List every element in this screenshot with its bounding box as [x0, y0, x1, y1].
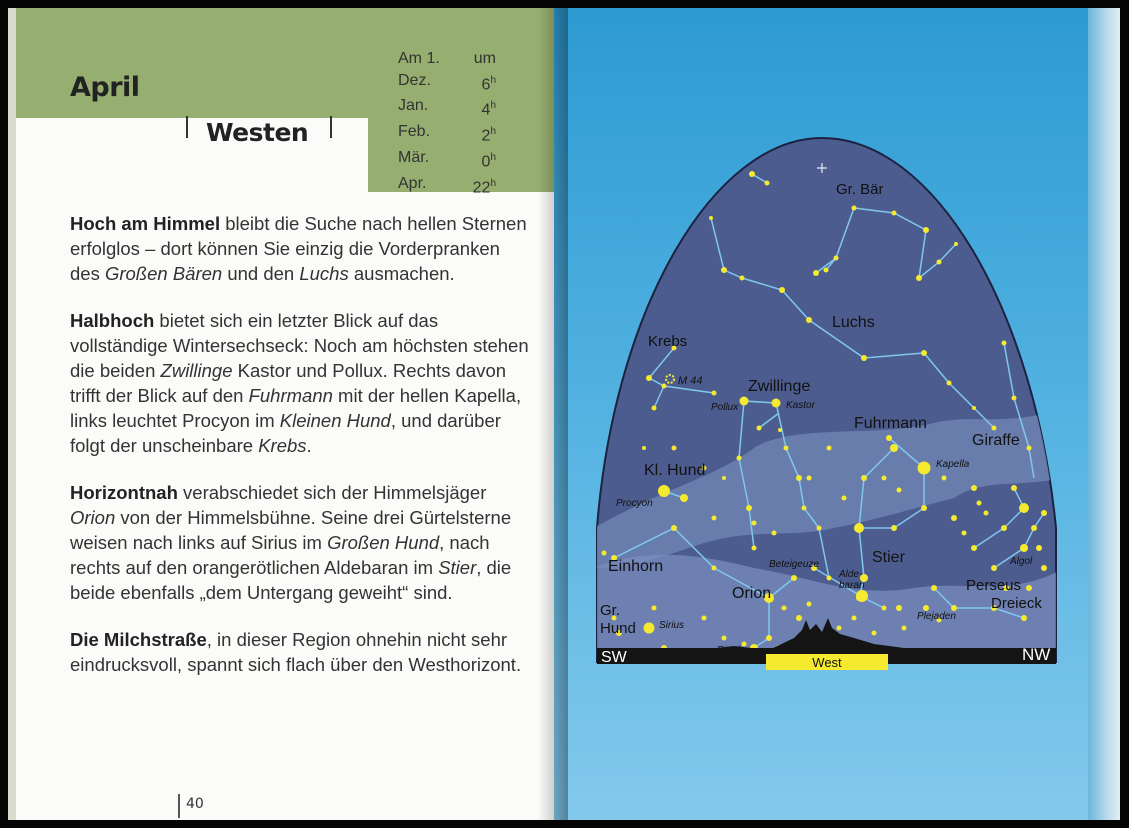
- label-fuhrmann: Fuhrmann: [854, 415, 927, 432]
- star: [882, 476, 887, 481]
- star: [652, 606, 657, 611]
- star: [854, 523, 864, 533]
- body-paragraph: Halbhoch bietet sich ein letzter Blick auf das vollständige Wintersechseck: Noch am höchsten stehen die beiden Zwillinge Kastor und Pollux. Rechts davon trifft der Blick auf den Fuhrmann mit der hellen Kapella, links leuchtet Procyon im Kleinen Hund, und darüber folgt der unscheinbare Krebs.: [70, 310, 529, 456]
- page-number: 40: [186, 796, 204, 812]
- star: [1041, 510, 1047, 516]
- star: [602, 551, 607, 556]
- time-table-hour: 6$^h$: [481, 74, 496, 93]
- time-table-hour: 4$^h$: [481, 100, 496, 119]
- star: [856, 590, 868, 602]
- time-table-month: Jan.: [398, 97, 429, 115]
- star: [827, 446, 832, 451]
- star: [746, 505, 752, 511]
- page-number-bar: [178, 794, 180, 818]
- star: [740, 276, 745, 281]
- label-stier: Stier: [872, 549, 905, 566]
- time-table-month: Dez.: [398, 71, 431, 89]
- star: [992, 426, 997, 431]
- star: [921, 505, 927, 511]
- star: [1026, 585, 1032, 591]
- star: [791, 575, 797, 581]
- star: [890, 444, 898, 452]
- time-table-row: [398, 121, 496, 147]
- star: [923, 227, 929, 233]
- star: [740, 397, 749, 406]
- star: [977, 501, 982, 506]
- body-paragraph: Hoch am Himmel bleibt die Suche nach hellen Sternen erfolglos – dort können Sie einzig die Vorderpranken des Großen Bären und den Luchs ausmachen.: [70, 213, 527, 284]
- star: [702, 616, 707, 621]
- direction-title: Westen: [206, 118, 309, 147]
- star: [892, 211, 897, 216]
- star: [752, 521, 757, 526]
- star: [722, 636, 727, 641]
- star: [837, 626, 842, 631]
- star: [942, 476, 947, 481]
- star: [772, 531, 777, 536]
- star: [807, 602, 812, 607]
- star: [872, 631, 877, 636]
- star: [834, 256, 839, 261]
- label-alde: Alde-: [839, 569, 863, 580]
- star: [796, 475, 802, 481]
- star: [916, 275, 922, 281]
- time-table-col2: um: [473, 50, 496, 67]
- label-giraffe: Giraffe: [972, 432, 1020, 449]
- star: [902, 626, 907, 631]
- star: [807, 476, 812, 481]
- star: [737, 456, 742, 461]
- star: [680, 494, 688, 502]
- star: [709, 216, 713, 220]
- time-table-hour: 2$^h$: [481, 126, 496, 145]
- star: [772, 399, 781, 408]
- star: [827, 576, 832, 581]
- star: [742, 642, 747, 647]
- label-zwillinge: Zwillinge: [748, 378, 811, 395]
- time-table-month: Apr.: [398, 174, 427, 192]
- star: [752, 546, 757, 551]
- time-table-hour: 0$^h$: [481, 151, 496, 171]
- star: [852, 616, 857, 621]
- star: [646, 375, 652, 381]
- star: [712, 391, 717, 396]
- star: [971, 545, 977, 551]
- book-gutter: [538, 8, 568, 820]
- star: [1041, 565, 1047, 571]
- label-algol: Algol: [1010, 556, 1033, 567]
- star: [882, 606, 887, 611]
- star: [918, 462, 931, 475]
- star: [671, 525, 677, 531]
- time-table-row: [398, 95, 496, 121]
- label-beteigeuze: Beteigeuze: [769, 559, 820, 570]
- label-sirius: Sirius: [659, 620, 685, 631]
- star: [779, 287, 785, 293]
- star: [712, 516, 717, 521]
- time-table-hour: 22$^h$: [472, 177, 496, 197]
- horizon-sw: SW: [601, 649, 627, 666]
- star: [1011, 485, 1017, 491]
- label-gr: Gr.: [600, 602, 621, 619]
- body-paragraph: Horizontnah verabschiedet sich der Himmelsjäger Orion von der Himmelsbühne. Seine drei Gürtelsterne weisen nach links auf Sirius im Großen Hund, nach rechts auf den orangerötlichen Aldebaran im Stier, die beide ebenfalls „dem Untergang geweiht“ sind.: [70, 482, 512, 603]
- header-white-block: [16, 118, 368, 192]
- star: [931, 585, 937, 591]
- label-m44: M 44: [678, 375, 703, 387]
- star: [802, 506, 807, 511]
- label-plejaden: Plejaden: [917, 611, 956, 622]
- time-table-month: Feb.: [398, 123, 431, 141]
- star: [1019, 503, 1029, 513]
- star: [1002, 341, 1007, 346]
- time-table-row: [398, 70, 496, 96]
- label-kastor: Kastor: [786, 400, 815, 411]
- label-luchs: Luchs: [832, 314, 875, 331]
- star: [842, 496, 847, 501]
- label-orion: Orion: [732, 585, 772, 602]
- star: [765, 181, 770, 186]
- star: [721, 267, 727, 273]
- star: [896, 605, 902, 611]
- star: [1012, 396, 1017, 401]
- star: [642, 446, 646, 450]
- month-title: April: [70, 72, 140, 103]
- star: [782, 606, 787, 611]
- time-table-col1: Am 1.: [398, 50, 440, 67]
- star: [971, 485, 977, 491]
- star: [784, 446, 789, 451]
- star: [937, 260, 942, 265]
- star: [824, 268, 829, 273]
- star: [722, 476, 726, 480]
- time-table-header: [398, 48, 496, 70]
- star: [991, 565, 997, 571]
- body-paragraph: Die Milchstraße, in dieser Region ohnehin nicht sehr eindrucksvoll, spannt sich flach über den Westhorizont.: [70, 629, 522, 675]
- label-baran: baran: [839, 580, 865, 591]
- label-dreieck: Dreieck: [991, 595, 1042, 612]
- label-perseus: Perseus: [966, 577, 1022, 594]
- star: [712, 566, 717, 571]
- star: [852, 206, 857, 211]
- label-kl-hund: Kl. Hund: [644, 462, 706, 479]
- star: [806, 317, 812, 323]
- star: [778, 428, 782, 432]
- star: [984, 511, 989, 516]
- sky-map: [554, 8, 1120, 820]
- book-spread: [8, 8, 1120, 820]
- label-einhorn: Einhorn: [608, 558, 664, 575]
- star: [817, 526, 822, 531]
- horizon-west: West: [812, 655, 842, 670]
- star: [662, 384, 667, 389]
- title-divider-left: [186, 116, 188, 138]
- star: [951, 515, 957, 521]
- right-page: [554, 8, 1120, 820]
- star: [891, 525, 897, 531]
- horizon-nw: NW: [1022, 645, 1051, 664]
- star: [1001, 525, 1007, 531]
- star: [1036, 545, 1042, 551]
- star: [1031, 525, 1037, 531]
- star: [861, 475, 867, 481]
- time-table-row: [398, 173, 496, 199]
- star: [886, 435, 892, 441]
- label-procyon: Procyon: [616, 498, 653, 509]
- star: [757, 426, 762, 431]
- star: [962, 531, 967, 536]
- star: [954, 242, 958, 246]
- label-krebs: Krebs: [648, 333, 688, 350]
- star: [972, 406, 976, 410]
- star: [1021, 615, 1027, 621]
- page-edge: [8, 8, 16, 820]
- title-divider-right: [330, 116, 332, 138]
- star: [796, 615, 802, 621]
- star: [1020, 544, 1028, 552]
- body-text: [70, 211, 530, 699]
- label-pollux: Pollux: [711, 402, 739, 413]
- label-gr-baer: Gr. Bär: [836, 181, 884, 198]
- star: [921, 350, 927, 356]
- star: [749, 171, 755, 177]
- star: [813, 270, 819, 276]
- star: [652, 406, 657, 411]
- star: [672, 446, 677, 451]
- time-table-rows: [398, 70, 496, 199]
- time-table-row: [398, 147, 496, 173]
- star: [766, 635, 772, 641]
- time-table-month: Mär.: [398, 148, 430, 166]
- star: [897, 488, 902, 493]
- star: [947, 381, 952, 386]
- label-hund: Hund: [600, 620, 636, 637]
- star: [644, 623, 655, 634]
- star: [1027, 446, 1032, 451]
- star: [658, 485, 670, 497]
- label-kapella: Kapella: [936, 459, 970, 470]
- time-table: [398, 48, 496, 199]
- star: [861, 355, 867, 361]
- page-edge-right: [1088, 8, 1120, 820]
